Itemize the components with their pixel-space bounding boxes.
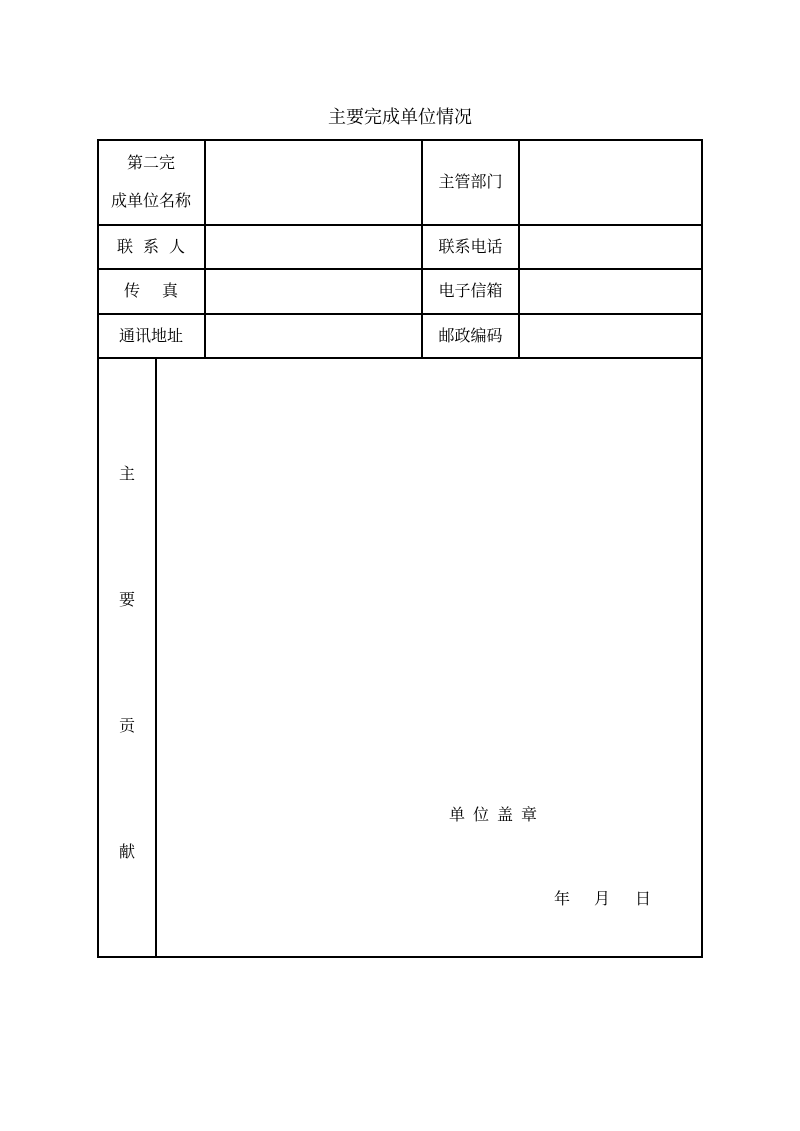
- postal-code-field[interactable]: [520, 314, 701, 357]
- phone-label: 联系电话: [438, 236, 503, 256]
- page-title: 主要完成单位情况: [328, 107, 472, 128]
- email-label: 电子信箱: [438, 281, 503, 300]
- postal-code-label: 邮政编码: [438, 325, 503, 345]
- unit-stamp-label: 单位盖章: [449, 805, 546, 824]
- contact-person-label: 联系人: [116, 236, 195, 256]
- contribution-label-char: 献: [118, 842, 135, 861]
- date-day: 日: [635, 889, 652, 908]
- unit-name-label-line1: 第二完: [126, 153, 175, 172]
- supervising-dept-field[interactable]: [520, 140, 701, 224]
- unit-name-label: [98, 140, 204, 224]
- table-border-bottom: [97, 956, 703, 958]
- date-year: 年: [554, 889, 571, 908]
- table-border-right: [701, 139, 703, 958]
- unit-name-field[interactable]: [206, 140, 421, 224]
- contribution-label-char: 贡: [118, 716, 135, 735]
- contribution-label-char: 要: [118, 590, 135, 609]
- contact-person-field[interactable]: [206, 225, 421, 268]
- contribution-field[interactable]: [157, 359, 701, 956]
- email-field[interactable]: [520, 269, 701, 313]
- date-month: 月: [594, 889, 611, 908]
- contribution-label-char: 主: [118, 464, 135, 483]
- unit-name-label-line2: 成单位名称: [110, 191, 191, 210]
- address-label: 通讯地址: [118, 325, 183, 345]
- fax-field[interactable]: [206, 269, 421, 313]
- address-field[interactable]: [206, 314, 421, 357]
- supervising-dept-label: 主管部门: [438, 172, 503, 191]
- fax-label: 传真: [123, 281, 200, 300]
- phone-field[interactable]: [520, 225, 701, 268]
